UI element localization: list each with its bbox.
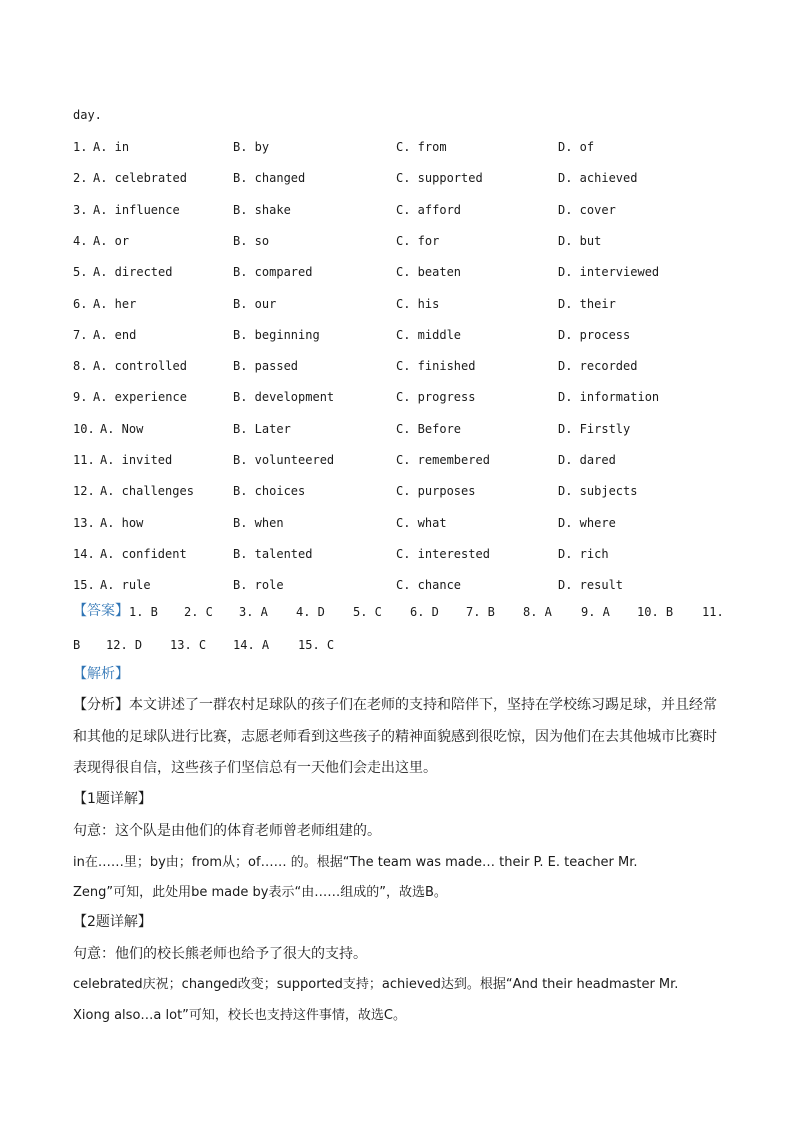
answer-label: 【答案】 [73,603,129,619]
option-b: B. Later [233,422,291,436]
question-number: 12. [73,484,95,498]
q2-explain-line-1: celebrated庆祝；changed改变；supported支持；achieved达到。根据“And their headmaster Mr. [73,977,679,992]
q1-explain-line-1: in在……里；by由；from从；of…… 的。根据“The team was made… their P. E. teacher Mr. [73,855,638,870]
option-c: C. remembered [396,453,490,467]
option-row [73,389,733,405]
option-d: D. subjects [558,484,638,498]
answer-item: 6. D [410,605,439,619]
analysis-paragraph-3: 表现得很自信，这些孩子们坚信总有一天他们会走出这里。 [73,760,437,776]
question-number: 5. [73,265,88,279]
option-row [73,170,733,186]
option-d: D. Firstly [558,422,631,436]
option-a: A. experience [93,390,187,404]
option-c: C. his [396,297,440,311]
option-a: A. challenges [100,484,194,498]
question-number: 9. [73,390,88,404]
option-b: B. talented [233,547,313,561]
option-c: C. middle [396,328,462,342]
analysis-paragraph-2: 和其他的足球队进行比赛，志愿老师看到这些孩子的精神面貌感到很吃惊，因为他们在去其他城市比赛时 [73,729,717,745]
option-b: B. role [233,578,284,592]
question-number: 1. [73,140,88,154]
option-row [73,483,733,499]
analysis-text: 本文讲述了一群农村足球队的孩子们在老师的支持和陪伴下，坚持在学校练习踢足球，并且经常 [129,697,717,713]
option-b: B. development [233,390,335,404]
option-b: B. shake [233,203,291,217]
option-c: C. finished [396,359,476,373]
answer-item: 9. A [581,605,610,619]
q2-explain-line-2: Xiong also…a lot”可知，校长也支持这件事情，故选C。 [73,1008,406,1023]
option-d: D. their [558,297,616,311]
option-b: B. so [233,234,270,248]
option-d: D. result [558,578,624,592]
option-b: B. compared [233,265,313,279]
option-a: A. celebrated [93,171,187,185]
question-number: 15. [73,578,95,592]
option-a: A. how [100,516,144,530]
answer-item: 11. [702,605,724,619]
answer-item: 2. C [184,605,213,619]
option-a: A. her [93,297,137,311]
option-a: A. controlled [93,359,187,373]
question-number: 10. [73,422,95,436]
question-number: 4. [73,234,88,248]
question-number: 2. [73,171,88,185]
option-d: D. recorded [558,359,638,373]
answer-item: 15. C [298,638,335,652]
answer-item: 12. D [106,638,143,652]
answer-item: 1. B [129,605,158,619]
option-row [73,202,733,218]
analysis-label: 【解析】 [73,666,129,682]
option-row [73,358,733,374]
option-row [73,515,733,531]
option-a: A. directed [93,265,173,279]
option-c: C. afford [396,203,462,217]
option-b: B. choices [233,484,306,498]
answer-item: 14. A [233,638,270,652]
question-number: 7. [73,328,88,342]
option-d: D. information [558,390,660,404]
option-row [73,139,733,155]
option-a: A. rule [100,578,151,592]
answer-item: 4. D [296,605,325,619]
answer-item: 8. A [523,605,552,619]
option-b: B. our [233,297,277,311]
q2-meaning: 句意：他们的校长熊老师也给予了很大的支持。 [73,946,367,962]
option-c: C. progress [396,390,476,404]
option-d: D. where [558,516,616,530]
question-number: 6. [73,297,88,311]
option-a: A. in [93,140,130,154]
q1-heading: 【1题详解】 [73,791,152,807]
question-number: 11. [73,453,95,467]
option-c: C. purposes [396,484,476,498]
option-c: C. chance [396,578,462,592]
question-number: 13. [73,516,95,530]
option-d: D. achieved [558,171,638,185]
option-c: C. beaten [396,265,462,279]
option-d: D. of [558,140,595,154]
intro-tail: day. [73,108,102,122]
answer-item: 7. B [466,605,495,619]
option-c: C. for [396,234,440,248]
option-d: D. process [558,328,631,342]
option-b: B. beginning [233,328,320,342]
q1-explain-line-2: Zeng”可知，此处用be made by表示“由……组成的”，故选B。 [73,885,447,900]
option-b: B. changed [233,171,306,185]
option-d: D. dared [558,453,616,467]
option-c: C. interested [396,547,490,561]
option-a: A. or [93,234,130,248]
option-b: B. by [233,140,270,154]
answer-item: 5. C [353,605,382,619]
answer-item: 3. A [239,605,268,619]
analysis-label-inner: 【分析】 [73,697,129,713]
option-a: A. end [93,328,137,342]
option-c: C. supported [396,171,483,185]
option-a: A. Now [100,422,144,436]
answer-item: 10. B [637,605,674,619]
question-number: 14. [73,547,95,561]
answer-item: 13. C [170,638,207,652]
option-b: B. passed [233,359,299,373]
option-row [73,452,733,468]
option-d: D. interviewed [558,265,660,279]
option-d: D. rich [558,547,609,561]
option-row [73,264,733,280]
option-a: A. invited [100,453,173,467]
option-b: B. volunteered [233,453,335,467]
option-row [73,233,733,249]
option-row [73,327,733,343]
option-b: B. when [233,516,284,530]
question-number: 8. [73,359,88,373]
option-d: D. cover [558,203,616,217]
option-c: C. what [396,516,447,530]
q1-meaning: 句意：这个队是由他们的体育老师曾老师组建的。 [73,823,381,839]
option-a: A. confident [100,547,187,561]
analysis-paragraph-1 [73,697,723,713]
option-a: A. influence [93,203,180,217]
answer-item: B [73,638,81,652]
option-row [73,296,733,312]
option-c: C. from [396,140,447,154]
option-d: D. but [558,234,602,248]
option-c: C. Before [396,422,462,436]
option-row [73,421,733,437]
question-number: 3. [73,203,88,217]
q2-heading: 【2题详解】 [73,914,152,930]
option-row [73,577,733,593]
option-row [73,546,733,562]
